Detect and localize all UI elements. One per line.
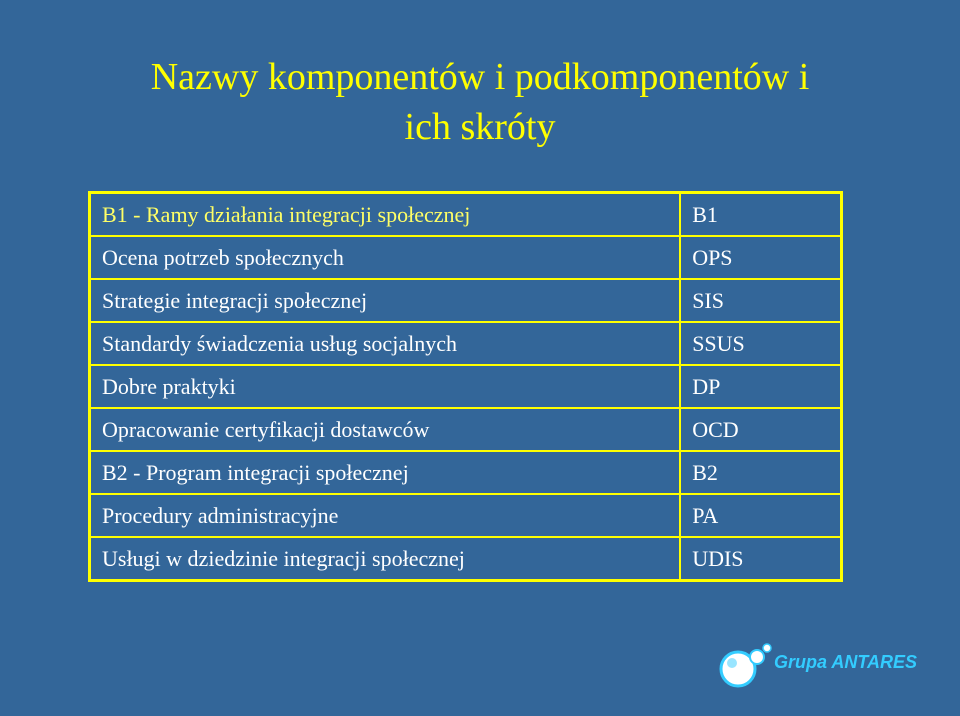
component-abbreviation: OCD (680, 408, 841, 451)
component-name: Procedury administracyjne (90, 494, 681, 537)
table-row (90, 236, 842, 279)
component-abbreviation: DP (680, 365, 841, 408)
table-row (90, 279, 842, 322)
table-row (90, 537, 842, 581)
table-row (90, 451, 842, 494)
table-row (90, 322, 842, 365)
component-abbreviation: OPS (680, 236, 841, 279)
component-abbreviation: B2 (680, 451, 841, 494)
component-abbreviation: PA (680, 494, 841, 537)
component-name: Dobre praktyki (90, 365, 681, 408)
component-abbreviation: SSUS (680, 322, 841, 365)
table-row (90, 494, 842, 537)
antares-logo (716, 640, 936, 690)
component-name: Usługi w dziedzinie integracji społecznej (90, 537, 681, 581)
slide-title-line-2: ich skróty (404, 106, 556, 148)
component-name: B2 - Program integracji społecznej (90, 451, 681, 494)
component-abbreviation: B1 (680, 193, 841, 237)
component-abbreviation: UDIS (680, 537, 841, 581)
bubbles-logo-icon (716, 640, 776, 690)
table-row (90, 365, 842, 408)
component-name: Strategie integracji społecznej (90, 279, 681, 322)
component-name: Ocena potrzeb społecznych (90, 236, 681, 279)
table-row (90, 408, 842, 451)
logo-text: Grupa ANTARES (774, 652, 918, 672)
component-abbreviation: SIS (680, 279, 841, 322)
component-name: Standardy świadczenia usług socjalnych (90, 322, 681, 365)
component-name: Opracowanie certyfikacji dostawców (90, 408, 681, 451)
slide-title-line-1: Nazwy komponentów i podkomponentów i (150, 56, 810, 98)
table-row (90, 193, 842, 237)
component-name: B1 - Ramy działania integracji społecznej (90, 193, 681, 237)
slide-title (40, 52, 920, 152)
components-table (88, 191, 843, 582)
